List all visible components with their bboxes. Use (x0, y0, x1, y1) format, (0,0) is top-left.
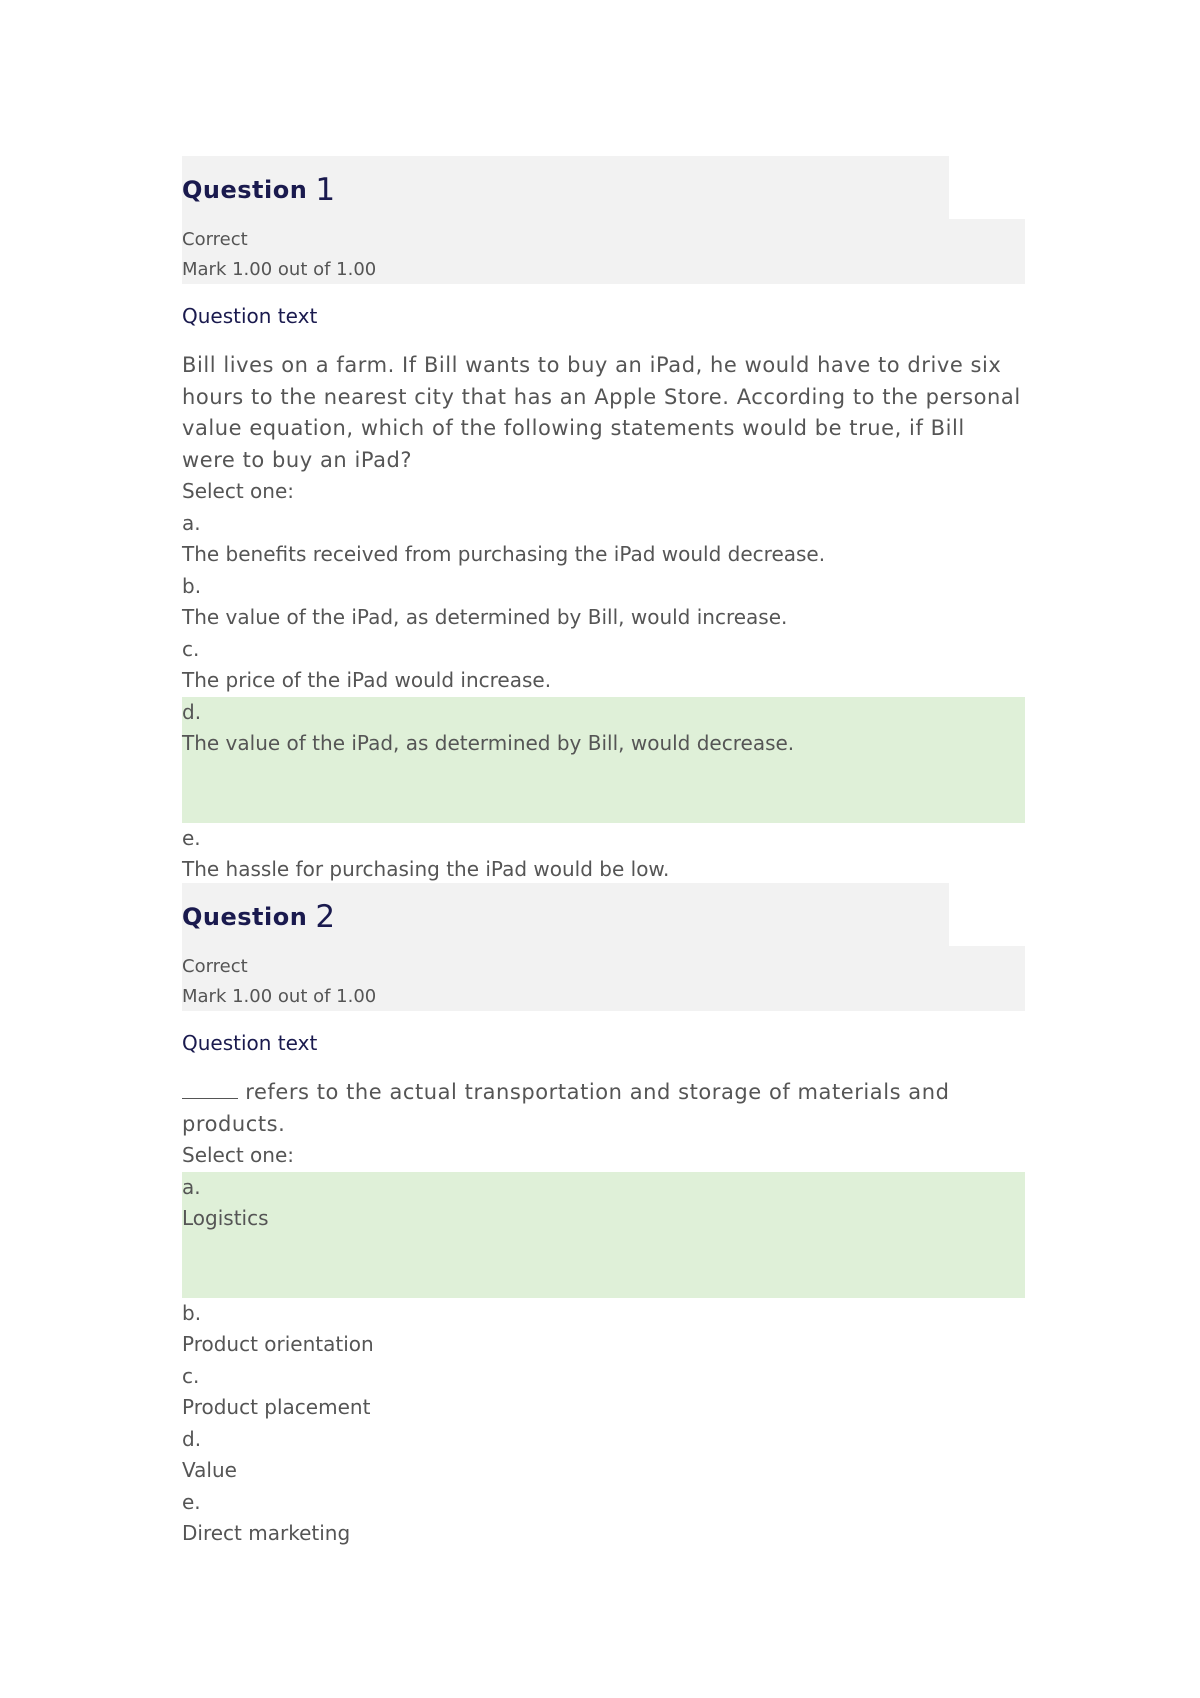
question-info (182, 219, 1025, 284)
answer-options (182, 1172, 1025, 1550)
question-title-label: Question (182, 176, 308, 204)
question-state: Correct (182, 229, 248, 250)
option-text: Value (182, 1458, 237, 1482)
select-one-prompt: Select one: (182, 479, 295, 503)
option-letter: c. (182, 636, 200, 661)
option-text: The hassle for purchasing the iPad would be low. (182, 857, 670, 881)
question-1 (182, 156, 1025, 886)
option-letter: e. (182, 1489, 201, 1514)
option-letter: e. (182, 825, 201, 850)
question-text (182, 1077, 1025, 1140)
option-letter: b. (182, 573, 202, 598)
option-text: Logistics (182, 1206, 269, 1230)
question-state: Correct (182, 956, 248, 977)
option-letter: d. (182, 699, 202, 724)
answer-option-b[interactable] (182, 1298, 1025, 1361)
option-text: The value of the iPad, as determined by Bill, would increase. (182, 605, 788, 629)
question-info (182, 946, 1025, 1011)
select-one-prompt: Select one: (182, 1143, 295, 1167)
answer-option-a-correct[interactable] (182, 1172, 1025, 1298)
question-title (182, 899, 336, 935)
question-number: 1 (315, 172, 336, 208)
question-text-body: refers to the actual transportation and storage of materials and products. (182, 1080, 950, 1136)
option-letter: d. (182, 1426, 202, 1451)
question-header (182, 883, 949, 946)
option-text: Product orientation (182, 1332, 374, 1356)
option-letter: c. (182, 1363, 200, 1388)
answer-option-e[interactable] (182, 823, 1025, 886)
option-text: The price of the iPad would increase. (182, 668, 552, 692)
answer-option-c[interactable] (182, 634, 1025, 697)
answer-option-c[interactable] (182, 1361, 1025, 1424)
question-title-label: Question (182, 903, 308, 931)
question-text: Bill lives on a farm. If Bill wants to buy an iPad, he would have to drive six hours to the nearest city that has an Apple Store. According to the personal value equation, which of the following statements would be true, if Bill were to buy an iPad? (182, 353, 1021, 472)
question-2 (182, 883, 1025, 1550)
answer-options (182, 508, 1025, 886)
option-text: The value of the iPad, as determined by Bill, would decrease. (182, 731, 795, 755)
question-grade: Mark 1.00 out of 1.00 (182, 986, 377, 1007)
question-grade: Mark 1.00 out of 1.00 (182, 259, 377, 280)
fill-in-blank (182, 1080, 238, 1099)
question-header (182, 156, 949, 219)
question-title (182, 172, 336, 208)
answer-option-a[interactable] (182, 508, 1025, 571)
question-text-label: Question text (182, 1031, 318, 1055)
question-text-label: Question text (182, 304, 318, 328)
option-text: Direct marketing (182, 1521, 351, 1545)
answer-option-d-correct[interactable] (182, 697, 1025, 823)
answer-option-d[interactable] (182, 1424, 1025, 1487)
option-letter: a. (182, 510, 201, 535)
option-letter: a. (182, 1174, 201, 1199)
option-text: The benefits received from purchasing the iPad would decrease. (182, 542, 826, 566)
option-letter: b. (182, 1300, 202, 1325)
option-text: Product placement (182, 1395, 371, 1419)
answer-option-b[interactable] (182, 571, 1025, 634)
question-number: 2 (315, 899, 336, 935)
answer-option-e[interactable] (182, 1487, 1025, 1550)
